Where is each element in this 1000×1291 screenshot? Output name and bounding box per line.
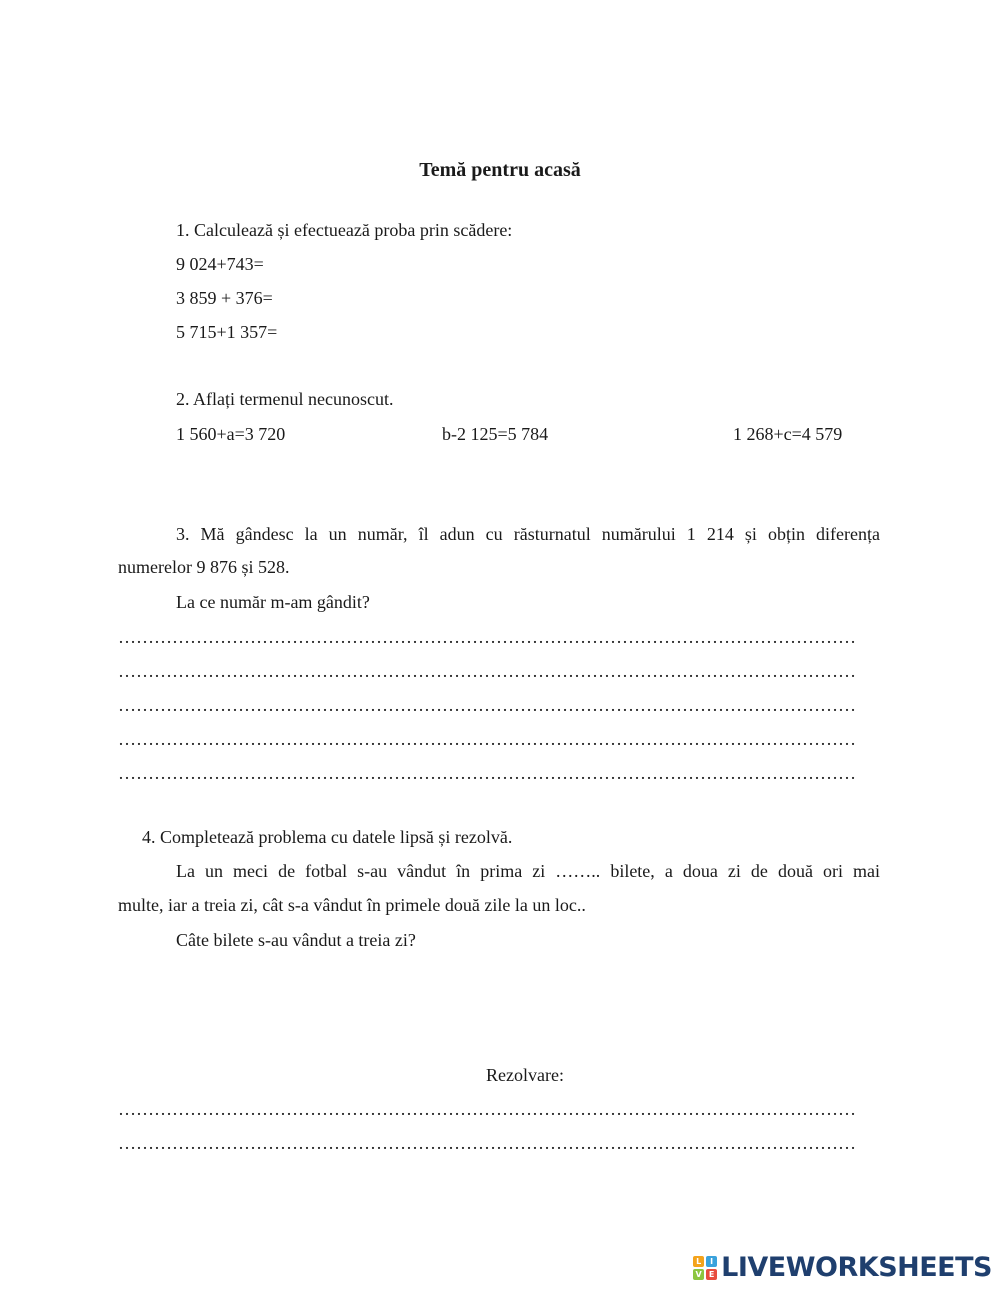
answer-line[interactable]: ……………………………………………………………………………………………………………: [118, 627, 856, 647]
exercise-2-item: 1 268+c=4 579: [733, 424, 843, 444]
exercise-4-heading: 4. Completează problema cu datele lipsă și rezolvă.: [142, 827, 513, 847]
answer-line[interactable]: ……………………………………………………………………………………………………………: [118, 1133, 856, 1153]
page-title: Temă pentru acasă: [419, 159, 581, 181]
exercise-1-item: 3 859 + 376=: [176, 288, 273, 308]
exercise-4-text-line: multe, iar a treia zi, cât s-a vândut în primele două zile la un loc..: [118, 895, 586, 915]
exercise-4-text-line: La un meci de fotbal s-au vândut în prima zi …….. bilete, a doua zi de două ori mai: [176, 861, 880, 881]
logo-square: V: [693, 1269, 704, 1280]
exercise-1-heading: 1. Calculează și efectuează proba prin scădere:: [176, 220, 513, 240]
answer-line[interactable]: ……………………………………………………………………………………………………………: [118, 729, 856, 749]
exercise-2-heading: 2. Aflați termenul necunoscut.: [176, 389, 394, 409]
logo-mark-icon: [693, 1256, 717, 1280]
logo-text: LIVEWORKSHEETS: [721, 1252, 992, 1283]
solution-label: Rezolvare:: [486, 1065, 564, 1085]
exercise-3-text-line: numerelor 9 876 și 528.: [118, 557, 290, 577]
exercise-3-text-line: 3. Mă gândesc la un număr, îl adun cu răsturnatul numărului 1 214 și obțin diferența: [176, 524, 880, 544]
exercise-2-item: 1 560+a=3 720: [176, 424, 286, 444]
exercise-2-item: b-2 125=5 784: [442, 424, 549, 444]
exercise-4-question: Câte bilete s-au vândut a treia zi?: [176, 930, 416, 950]
answer-line[interactable]: ……………………………………………………………………………………………………………: [118, 1099, 856, 1119]
answer-line[interactable]: ……………………………………………………………………………………………………………: [118, 763, 856, 783]
logo-square: L: [693, 1256, 704, 1267]
logo-square: I: [706, 1256, 717, 1267]
liveworksheets-logo[interactable]: [693, 1252, 992, 1284]
answer-line[interactable]: ……………………………………………………………………………………………………………: [118, 661, 856, 681]
answer-line[interactable]: ……………………………………………………………………………………………………………: [118, 695, 856, 715]
logo-square: E: [706, 1269, 717, 1280]
exercise-1-item: 5 715+1 357=: [176, 322, 278, 342]
exercise-1-item: 9 024+743=: [176, 254, 264, 274]
exercise-3-question: La ce număr m-am gândit?: [176, 592, 370, 612]
